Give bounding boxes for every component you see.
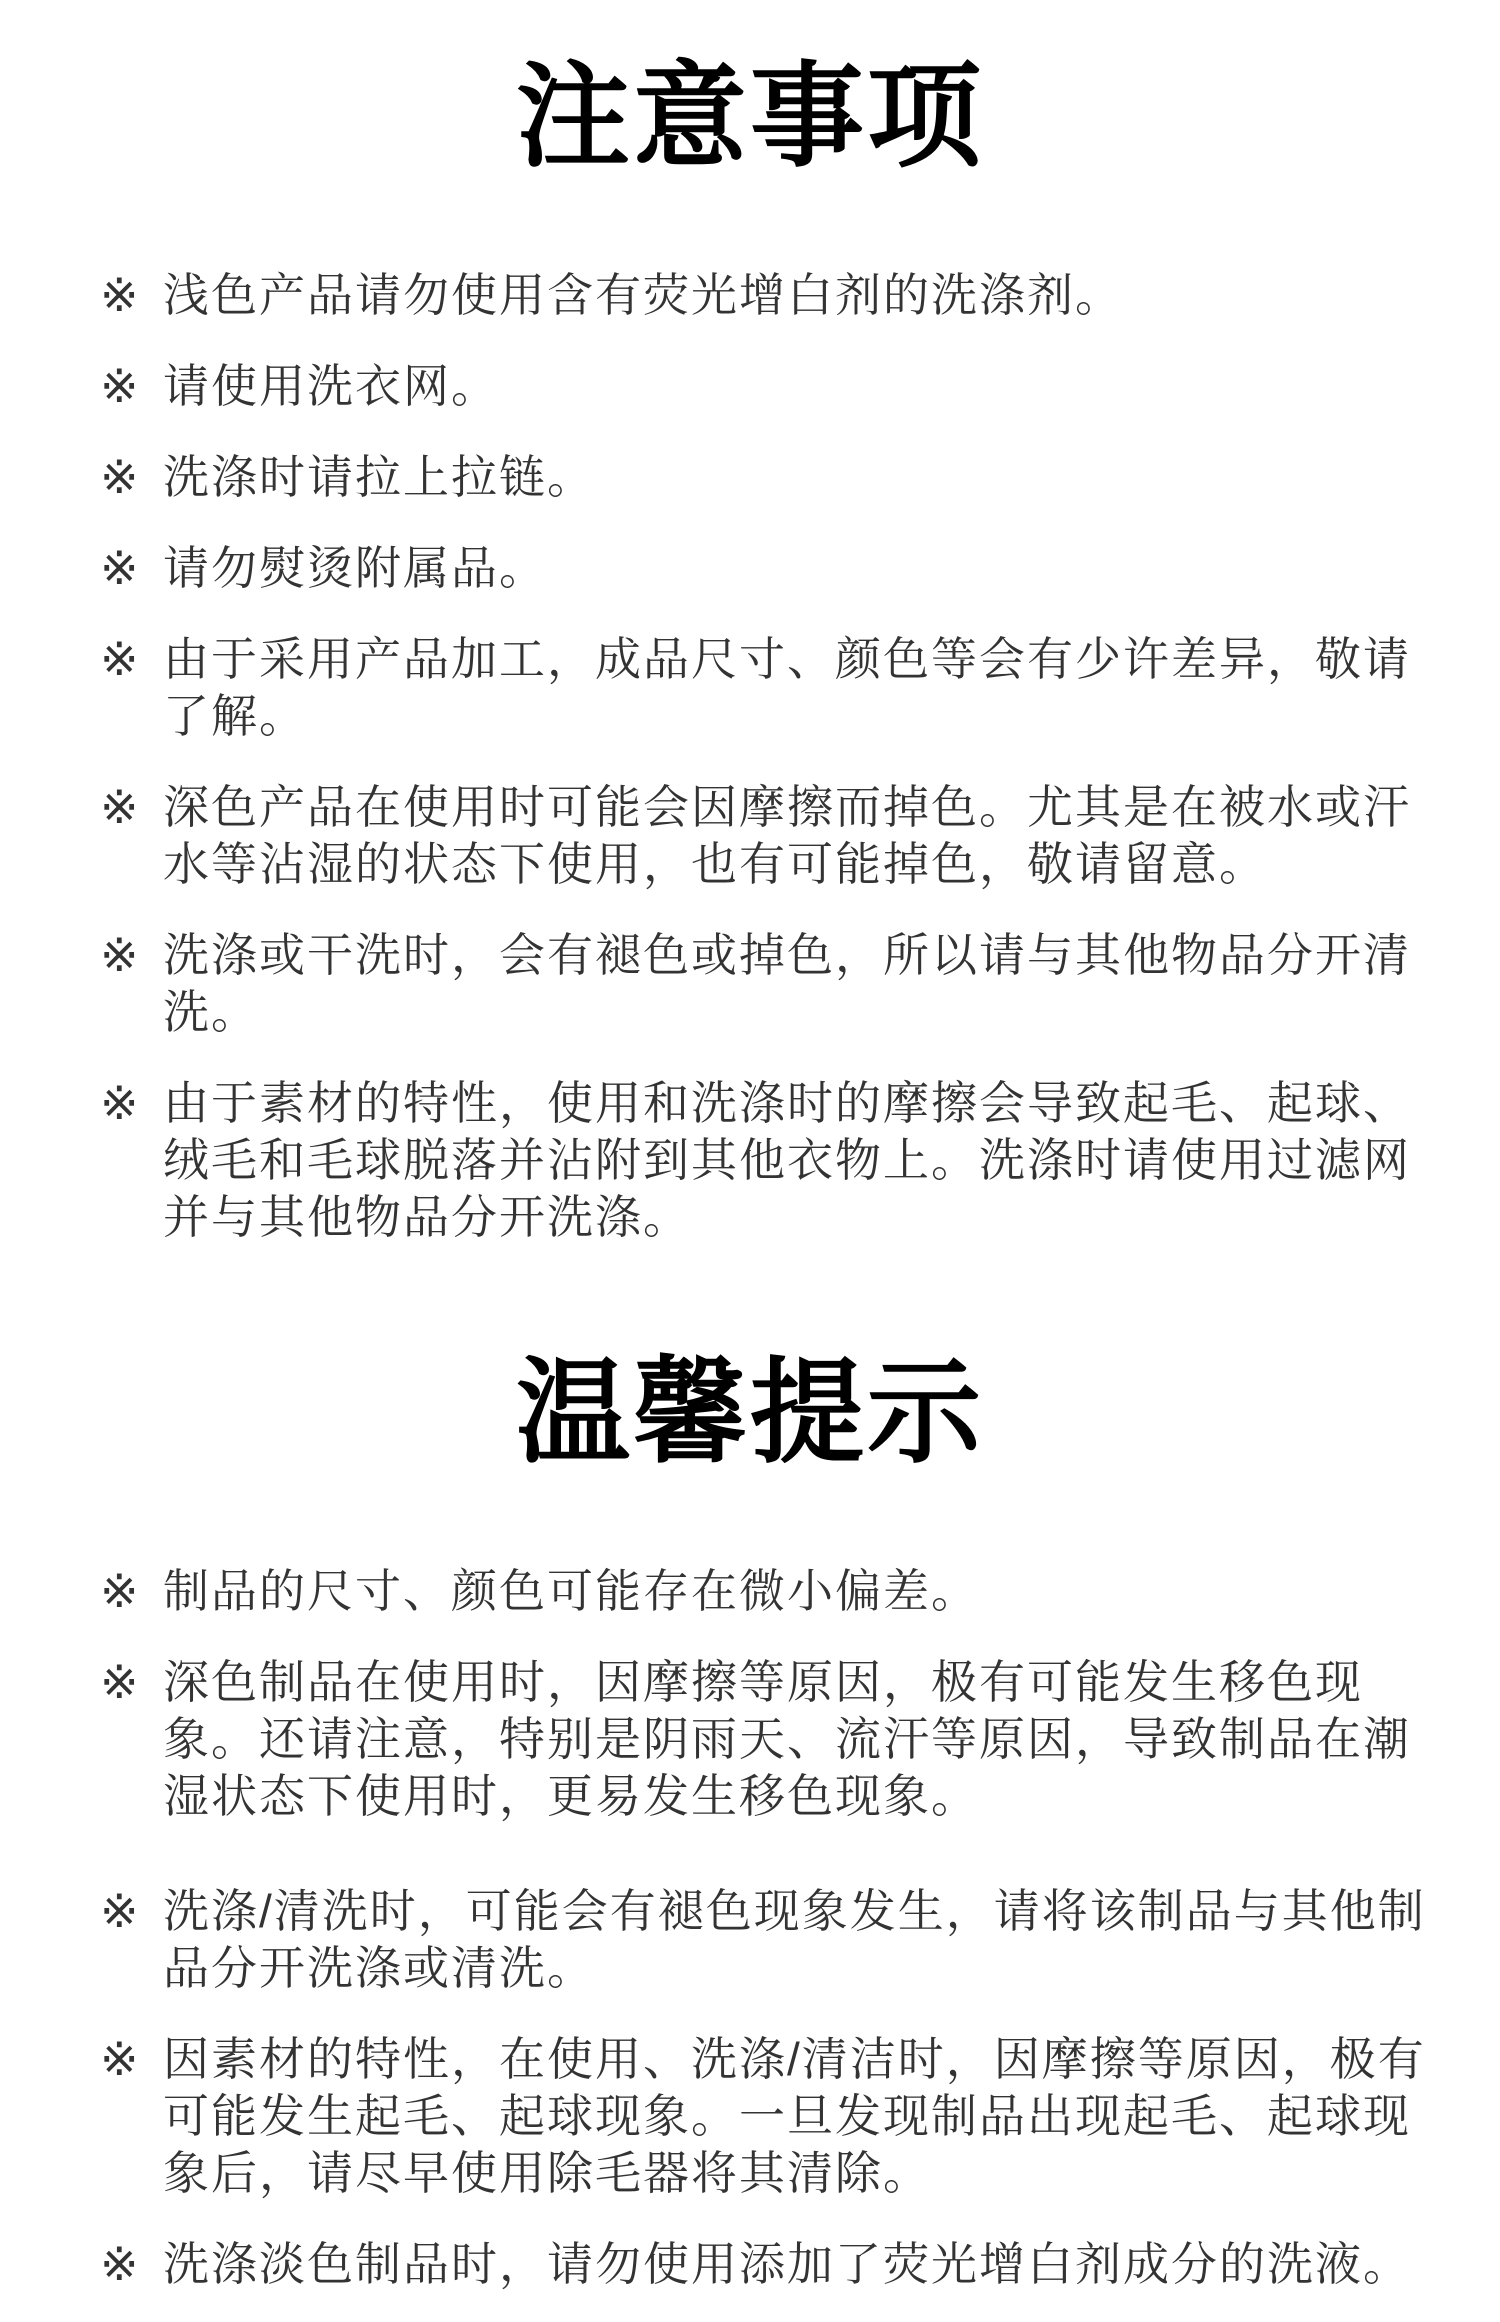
notice-text: 浅色产品请勿使用含有荧光增白剂的洗涤剂。 <box>163 268 1123 321</box>
notice-item <box>100 267 1500 324</box>
notice-text: 由于采用产品加工，成品尺寸、颜色等会有少许差异，敬请了解。 <box>163 632 1411 742</box>
notice-item <box>100 358 1500 415</box>
notice-item <box>100 1883 1500 1997</box>
reference-mark-icon: ※ <box>100 780 139 833</box>
notice-text: 请勿熨烫附属品。 <box>163 541 547 594</box>
section-title-warm-tips: 温馨提示 <box>515 1349 984 1477</box>
notice-item <box>100 631 1500 745</box>
reference-mark-icon: ※ <box>100 541 139 594</box>
reference-mark-icon: ※ <box>100 450 139 503</box>
notice-text: 制品的尺寸、颜色可能存在微小偏差。 <box>163 1564 979 1617</box>
notice-item <box>100 449 1500 506</box>
section-title-precautions: 注意事项 <box>515 54 984 181</box>
notice-item <box>100 2236 1500 2293</box>
notice-item <box>100 1563 1500 1620</box>
notice-item <box>100 779 1500 893</box>
notice-item <box>100 540 1500 597</box>
reference-mark-icon: ※ <box>100 928 139 981</box>
notice-item <box>100 927 1500 1041</box>
notice-text: 因素材的特性，在使用、洗涤/清洁时，因摩擦等原因，极有可能发生起毛、起球现象。一旦发现制品出现起毛、起球现象后，请尽早使用除毛器将其清除。 <box>163 2032 1426 2199</box>
notice-item <box>100 1075 1500 1246</box>
reference-mark-icon: ※ <box>100 2032 139 2085</box>
reference-mark-icon: ※ <box>100 268 139 321</box>
reference-mark-icon: ※ <box>100 1655 139 1708</box>
reference-mark-icon: ※ <box>100 632 139 685</box>
notice-text: 深色产品在使用时可能会因摩擦而掉色。尤其是在被水或汗水等沾湿的状态下使用，也有可能掉色，敬请留意。 <box>163 780 1411 890</box>
warm-tips-list <box>0 1563 1500 2293</box>
notice-text: 洗涤/清洗时，可能会有褪色现象发生，请将该制品与其他制品分开洗涤或清洗。 <box>163 1884 1426 1994</box>
reference-mark-icon: ※ <box>100 2237 139 2290</box>
notice-text: 洗涤淡色制品时，请勿使用添加了荧光增白剂成分的洗液。 <box>163 2237 1411 2290</box>
notice-item <box>100 1654 1500 1825</box>
notice-item <box>100 2031 1500 2202</box>
precautions-list <box>0 267 1500 1246</box>
reference-mark-icon: ※ <box>100 1884 139 1937</box>
reference-mark-icon: ※ <box>100 1076 139 1129</box>
reference-mark-icon: ※ <box>100 359 139 412</box>
notice-text: 由于素材的特性，使用和洗涤时的摩擦会导致起毛、起球、绒毛和毛球脱落并沾附到其他衣物上。洗涤时请使用过滤网并与其他物品分开洗涤。 <box>163 1076 1411 1243</box>
reference-mark-icon: ※ <box>100 1564 139 1617</box>
notice-text: 请使用洗衣网。 <box>163 359 499 412</box>
notice-text: 洗涤或干洗时，会有褪色或掉色，所以请与其他物品分开清洗。 <box>163 928 1411 1038</box>
notice-text: 洗涤时请拉上拉链。 <box>163 450 595 503</box>
notice-text: 深色制品在使用时，因摩擦等原因，极有可能发生移色现象。还请注意，特别是阴雨天、流汗等原因，导致制品在潮湿状态下使用时，更易发生移色现象。 <box>163 1655 1411 1822</box>
